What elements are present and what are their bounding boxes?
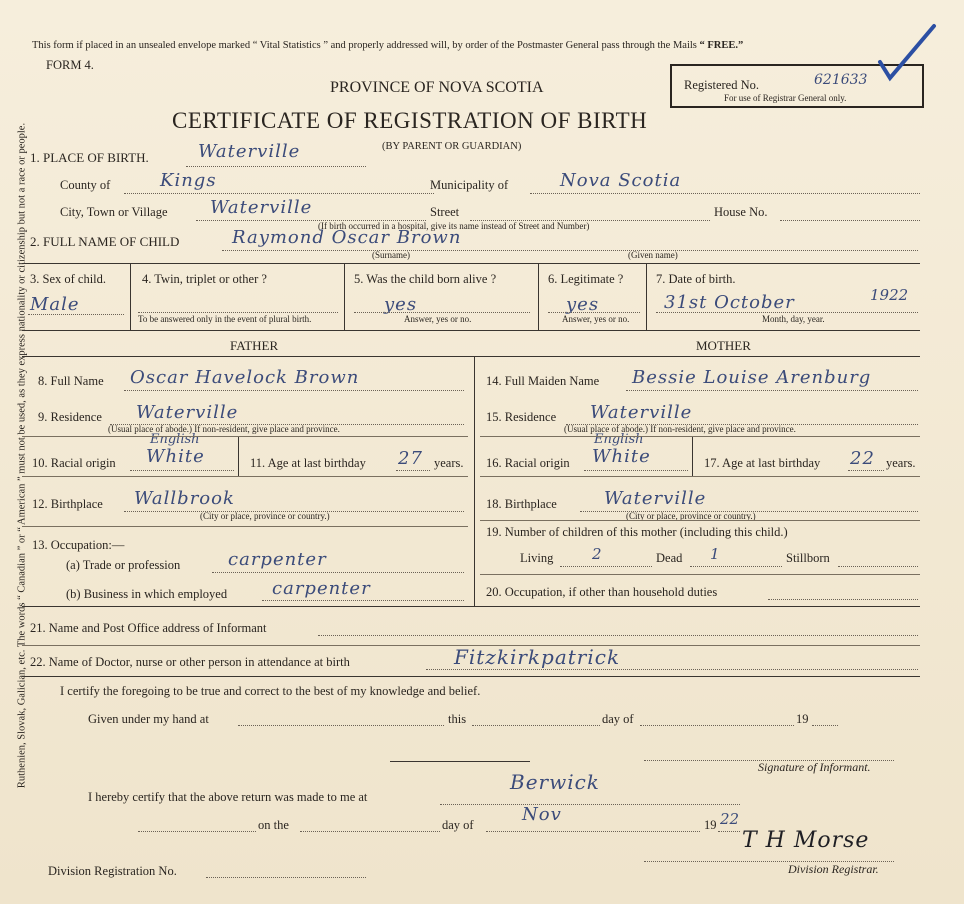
twin-note: To be answered only in the event of plural birth. — [138, 314, 312, 324]
date-label: 7. Date of birth. — [656, 272, 736, 286]
informant-certify: I certify the foregoing to be true and correct to the best of my knowledge and belief. — [60, 684, 481, 698]
father-occupation-label: 13. Occupation:— — [32, 538, 125, 552]
legitimate-note: Answer, yes or no. — [562, 314, 630, 324]
child-name-value: Raymond Oscar Brown — [232, 227, 462, 248]
surname-note: (Surname) — [372, 250, 410, 260]
year-prefix: 19 — [796, 712, 809, 726]
province-heading: PROVINCE OF NOVA SCOTIA — [330, 79, 544, 96]
father-business-value: carpenter — [272, 578, 371, 599]
mother-birthplace-note: (City or place, province or country.) — [626, 511, 756, 521]
sex-label: 3. Sex of child. — [30, 272, 107, 286]
this-label: this — [448, 712, 467, 726]
father-birthplace-value: Wallbrook — [134, 488, 235, 509]
registrar-certify: I hereby certify that the above return was made to me at — [88, 790, 368, 804]
father-trade-value: carpenter — [228, 549, 327, 570]
municipality-label: Municipality of — [430, 178, 509, 192]
father-birthplace-note: (City or place, province or country.) — [200, 511, 330, 521]
stillborn-label: Stillborn — [786, 551, 830, 565]
father-business-label: (b) Business in which employed — [66, 587, 228, 601]
informant-label: 21. Name and Post Office address of Informant — [30, 621, 267, 635]
municipality-value: Nova Scotia — [560, 170, 682, 191]
county-value: Kings — [160, 170, 217, 191]
check-mark-icon — [876, 22, 940, 84]
mail-notice-text: This form if placed in an unsealed envelope marked “ Vital Statistics ” and properly addressed will, by order of the Postmaster General pass through the Mails — [32, 40, 697, 51]
registrar-place-value: Berwick — [510, 770, 600, 794]
mother-birthplace-value: Waterville — [604, 488, 707, 509]
father-age-unit: years. — [434, 456, 464, 470]
father-heading: FATHER — [230, 338, 279, 353]
sex-value: Male — [30, 294, 80, 315]
mother-age-label: 17. Age at last birthday — [704, 456, 821, 470]
registrar-month-value: Nov — [522, 804, 562, 825]
attendant-label: 22. Name of Doctor, nurse or other person in attendance at birth — [30, 655, 350, 669]
mother-racial-value-2: English — [594, 432, 644, 447]
mail-notice — [32, 40, 743, 51]
mother-racial-value: White — [592, 446, 651, 467]
attendant-value: Fitzkirkpatrick — [454, 645, 621, 669]
date-year: 1922 — [870, 286, 909, 304]
alive-note: Answer, yes or no. — [404, 314, 472, 324]
page-title: CERTIFICATE OF REGISTRATION OF BIRTH — [172, 108, 648, 133]
father-name-label: 8. Full Name — [38, 374, 104, 388]
county-label: County of — [60, 178, 111, 192]
registrar-note: For use of Registrar General only. — [724, 93, 847, 103]
mother-residence-note: (Usual place of abode.) If non-resident, give place and province. — [564, 424, 796, 434]
mother-birthplace-label: 18. Birthplace — [486, 497, 557, 511]
mother-heading: MOTHER — [696, 338, 751, 353]
street-label: Street — [430, 205, 460, 219]
twin-label: 4. Twin, triplet or other ? — [142, 272, 267, 286]
father-racial-label: 10. Racial origin — [32, 456, 116, 470]
mother-name-label: 14. Full Maiden Name — [486, 374, 600, 388]
mother-residence-label: 15. Residence — [486, 410, 557, 424]
division-registration-label: Division Registration No. — [48, 864, 177, 878]
legitimate-value: yes — [566, 294, 600, 315]
father-name-value: Oscar Havelock Brown — [130, 367, 360, 388]
legitimate-label: 6. Legitimate ? — [548, 272, 624, 286]
alive-label: 5. Was the child born alive ? — [354, 272, 497, 286]
on-the-label: on the — [258, 818, 289, 832]
living-label: Living — [520, 551, 554, 565]
mother-age-value: 22 — [850, 448, 875, 469]
given-name-note: (Given name) — [628, 250, 678, 260]
place-of-birth-value: Waterville — [198, 141, 301, 162]
mother-age-unit: years. — [886, 456, 916, 470]
given-under-label: Given under my hand at — [88, 712, 209, 726]
registrar-signature-value: T H Morse — [742, 828, 870, 853]
division-registrar-label: Division Registrar. — [788, 862, 879, 876]
father-birthplace-label: 12. Birthplace — [32, 497, 103, 511]
father-residence-value: Waterville — [136, 402, 239, 423]
city-value: Waterville — [210, 197, 313, 218]
father-trade-label: (a) Trade or profession — [66, 558, 181, 572]
house-label: House No. — [714, 205, 768, 219]
side-note: Ruthenien, Slovak, Galician, etc. The words “ Canadian ” or “ American ” must not be used, as they express nationality or citizenship but not a race or people. — [16, 122, 28, 789]
registrar-day-of-label: day of — [442, 818, 474, 832]
father-racial-value: White — [146, 446, 205, 467]
father-age-label: 11. Age at last birthday — [250, 456, 366, 470]
mail-free: “ FREE.” — [699, 40, 744, 51]
registered-label: Registered No. — [684, 78, 759, 92]
father-racial-value-2: English — [150, 432, 200, 447]
place-of-birth-label: 1. PLACE OF BIRTH. — [30, 150, 149, 165]
date-note: Month, day, year. — [762, 314, 825, 324]
hospital-note: (If birth occurred in a hospital, give its name instead of Street and Number) — [318, 221, 590, 231]
alive-value: yes — [384, 294, 418, 315]
father-age-value: 27 — [398, 448, 423, 469]
mother-racial-label: 16. Racial origin — [486, 456, 570, 470]
city-label: City, Town or Village — [60, 205, 168, 219]
father-residence-label: 9. Residence — [38, 410, 102, 424]
dead-value: 1 — [710, 545, 720, 563]
mother-residence-value: Waterville — [590, 402, 693, 423]
date-value: 31st October — [664, 292, 795, 313]
form-number: FORM 4. — [46, 58, 94, 72]
child-name-label: 2. FULL NAME OF CHILD — [30, 234, 180, 249]
day-of-label: day of — [602, 712, 634, 726]
dead-label: Dead — [656, 551, 683, 565]
mother-name-value: Bessie Louise Arenburg — [632, 367, 872, 388]
registrar-year-prefix: 19 — [704, 818, 717, 832]
registered-number: 621633 — [814, 72, 868, 88]
registrar-year-value: 22 — [720, 810, 740, 828]
mother-children-label: 19. Number of children of this mother (including this child.) — [486, 525, 788, 539]
page-subtitle: (BY PARENT OR GUARDIAN) — [382, 141, 522, 152]
father-residence-note: (Usual place of abode.) If non-resident, give place and province. — [108, 424, 340, 434]
mother-occupation-label: 20. Occupation, if other than household duties — [486, 585, 718, 599]
informant-signature-label: Signature of Informant. — [758, 760, 871, 774]
living-value: 2 — [592, 545, 602, 563]
